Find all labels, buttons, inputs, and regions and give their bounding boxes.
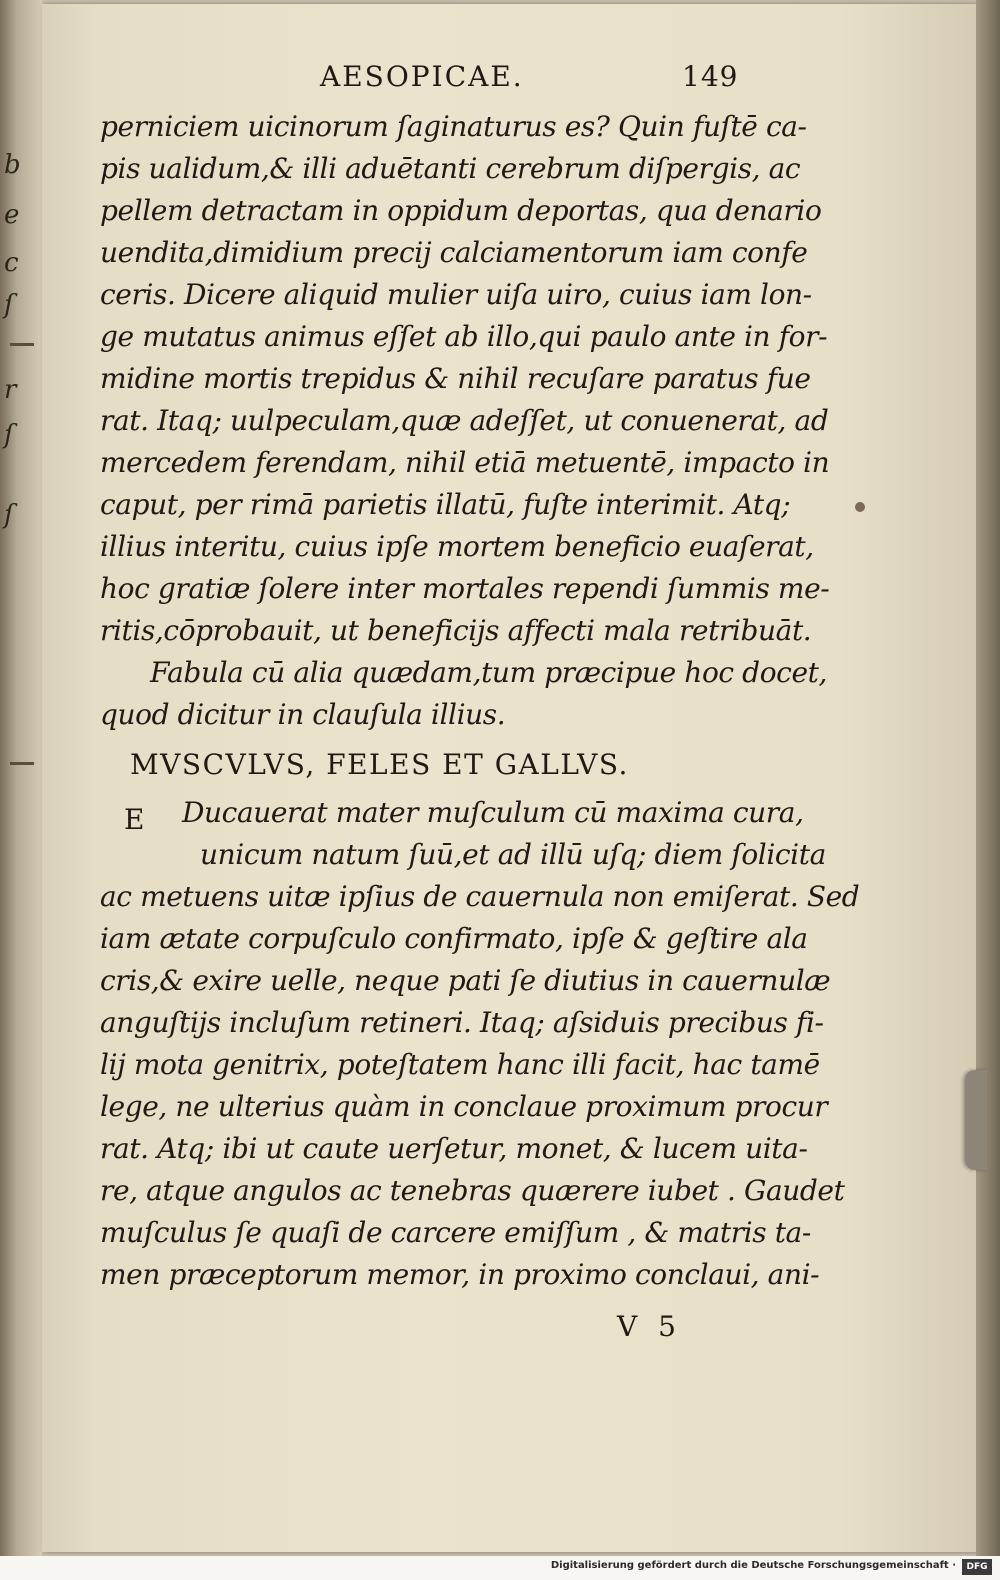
text-line: illius interitu, cuius ipſe mortem beneficio euaſerat,	[100, 530, 814, 563]
gutter-letter: ſ	[4, 420, 14, 450]
gutter-letter: e	[4, 200, 20, 230]
text-line: ritis,cōprobauit, ut beneficijs affecti mala retribuāt.	[100, 614, 812, 647]
moral-line: quod dicitur in clauſula illius.	[100, 698, 506, 731]
text-line: hoc gratiæ ſolere inter mortales rependi ſummis me-	[100, 572, 830, 605]
text-line: rat. Atq; ibi ut caute uerſetur, monet, & lucem uita-	[100, 1132, 808, 1165]
text-line: perniciem uicinorum ſaginaturus es? Quin fuſtē ca-	[100, 110, 807, 143]
gutter-letter: ſ	[4, 290, 14, 320]
text-line: mercedem ferendam, nihil etiā metuentē, impacto in	[100, 446, 830, 479]
ink-stain	[855, 502, 865, 512]
text-line: men præceptorum memor, in proximo conclaui, ani-	[100, 1258, 820, 1291]
text-line: re, atque angulos ac tenebras quærere iubet . Gaudet	[100, 1174, 845, 1207]
text-line: muſculus ſe quaſi de carcere emiſſum , & matris ta-	[100, 1216, 811, 1249]
text-line: anguſtijs incluſum retineri. Itaq; aſsiduis precibus fi-	[100, 1006, 824, 1039]
text-line: rat. Itaq; uulpeculam,quæ adeſſet, ut conuenerat, ad	[100, 404, 829, 437]
text-line: Ducauerat mater muſculum cū maxima cura,	[182, 796, 804, 829]
gutter-rule-mark	[10, 343, 34, 346]
text-line: ac metuens uitæ ipſius de cauernula non emiſerat. Sed	[100, 880, 860, 913]
gutter-letter: c	[4, 248, 19, 278]
facing-page-gutter	[0, 0, 42, 1556]
text-line: lege, ne ulterius quàm in conclaue proximum procur	[100, 1090, 828, 1123]
text-line: ceris. Dicere aliquid mulier uiſa uiro, cuius iam lon-	[100, 278, 812, 311]
gutter-letter: r	[4, 375, 17, 405]
page-number: 149	[682, 60, 739, 93]
text-line: midine mortis trepidus & nihil recuſare paratus fue	[100, 362, 811, 395]
running-header: AESOPICAE.	[320, 60, 524, 93]
text-line: iam ætate corpuſculo confirmato, ipſe & geſtire ala	[100, 922, 808, 955]
text-line: lij mota genitrix, poteſtatem hanc illi facit, hac tamē	[100, 1048, 820, 1081]
text-line: uendita,dimidium precij calciamentorum iam confe	[100, 236, 808, 269]
text-line: unicum natum ſuū,et ad illū uſq; diem ſolicita	[200, 838, 826, 871]
signature-mark: V 5	[617, 1310, 682, 1343]
text-line: caput, per rimā parietis illatū, fuſte interimit. Atq;	[100, 488, 791, 521]
text-line: pis ualidum,& illi aduētanti cerebrum diſpergis, ac	[100, 152, 801, 185]
footer-credit: Digitalisierung gefördert durch die Deutsche Forschungsgemeinschaft ·	[550, 1560, 956, 1571]
initial-letter: E	[124, 803, 145, 836]
text-line: ge mutatus animus eſſet ab illo,qui paulo ante in for-	[100, 320, 828, 353]
fable-title: MVSCVLVS, FELES ET GALLVS.	[130, 748, 629, 781]
gutter-letter: b	[4, 150, 21, 180]
page-edge-shadow	[976, 0, 1000, 1556]
digitization-footer	[0, 1556, 1000, 1580]
gutter-rule-mark	[10, 762, 34, 765]
text-line: cris,& exire uelle, neque pati ſe diutius in cauernulæ	[100, 964, 831, 997]
book-clip	[965, 1070, 987, 1170]
gutter-letter: ſ	[4, 500, 14, 530]
dfg-logo: DFG	[962, 1559, 992, 1575]
text-line: pellem detractam in oppidum deportas, qua denario	[100, 194, 822, 227]
moral-line: Fabula cū alia quædam,tum præcipue hoc docet,	[150, 656, 827, 689]
